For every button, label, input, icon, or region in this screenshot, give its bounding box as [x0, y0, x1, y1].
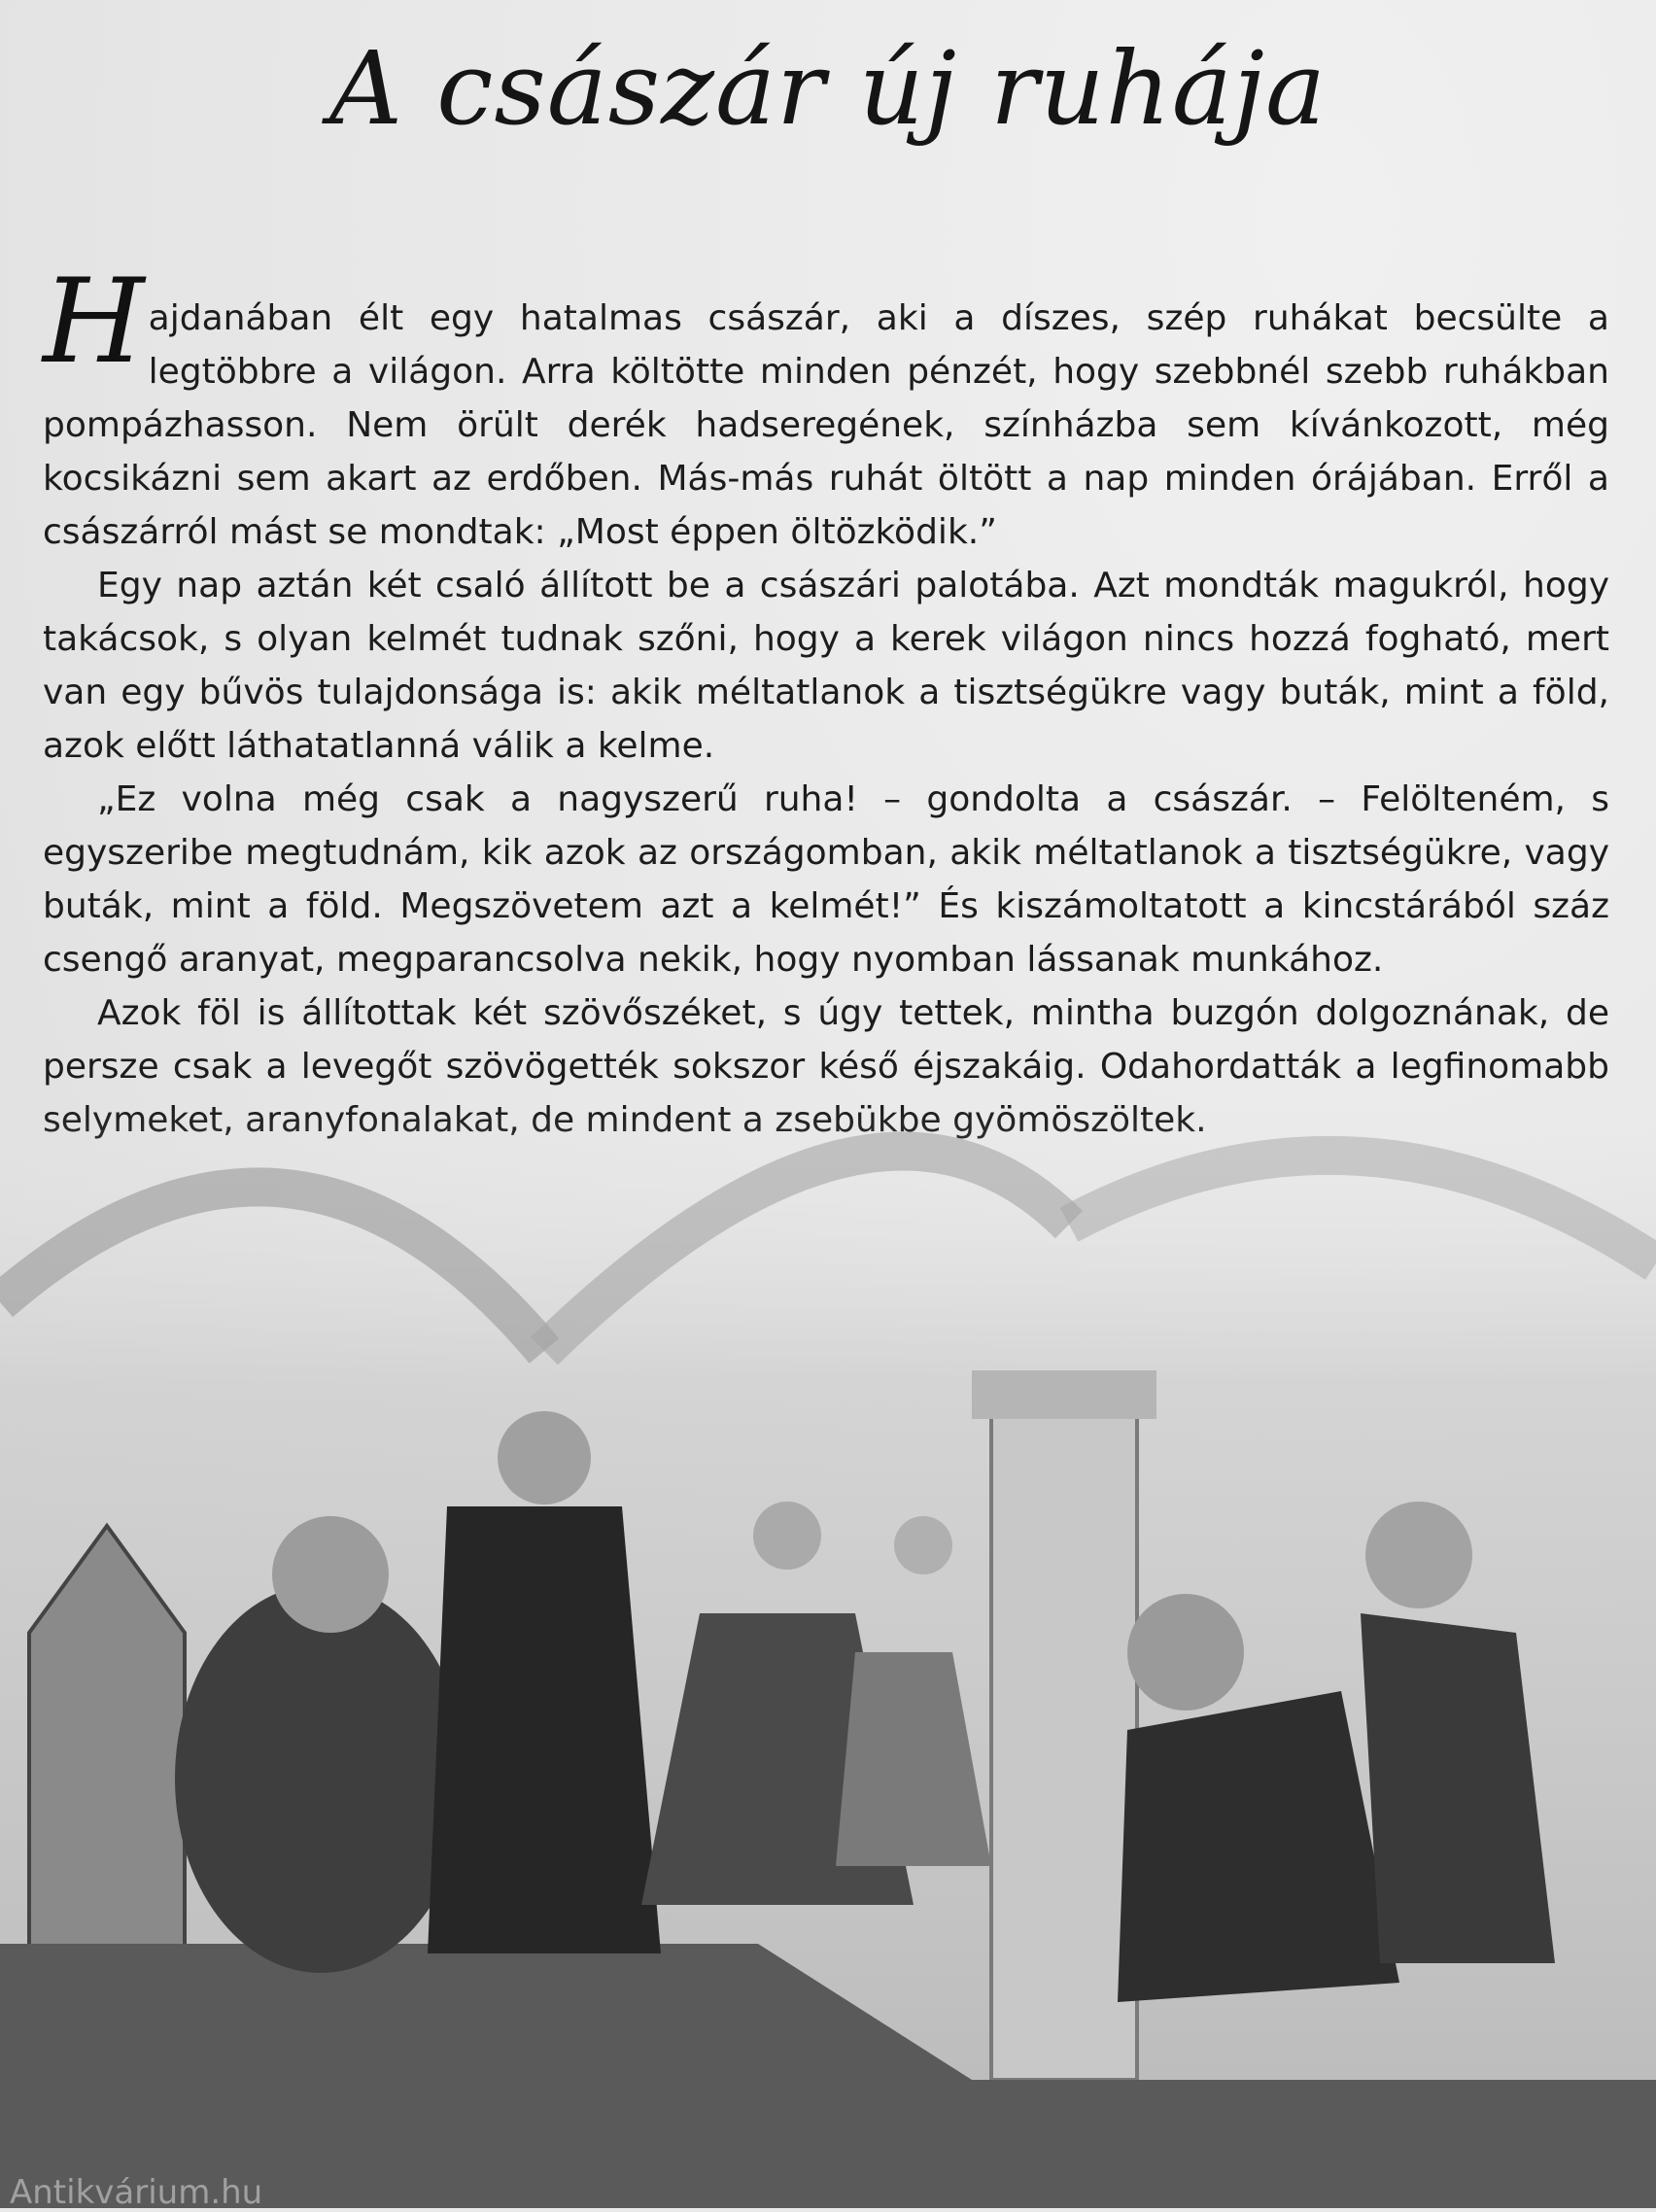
paragraph-2: Egy nap aztán két csaló állított be a császári palotába. Azt mondták magukról, hogy takácsok, s olyan kelmét tudnak szőni, hogy a kerek világon nincs hozzá fogható, mert van egy bűvös tulajdonsága is: akik méltatlanok a tisztségükre vagy buták, mint a föld, azok előtt láthatatlanná válik a kelme. [43, 566, 1609, 766]
paragraph-1 [43, 255, 1609, 559]
page-title: A császár új ruhája [329, 29, 1327, 148]
paragraph-1-text: ajdanában élt egy hatalmas császár, aki a díszes, szép ruhákat becsülte a legtöbbre a világon. Arra költötte minden pénzét, hogy szebbnél szebb ruhákban pompázhasson. Nem örült derék hadseregének, színházba sem kívánkozott, még kocsikázni sem akart az erdőben. Más-más ruhát öltött a nap minden órájában. Erről a császárról mást se mondtak: „Most éppen öltözködik.” [43, 298, 1609, 552]
paragraph-4: Azok föl is állítottak két szövőszéket, s úgy tettek, mintha buzgón dolgoznának, de persze csak a levegőt szövögették sokszor késő éjszakáig. Odahordatták a legfinomabb [43, 993, 1609, 1087]
paragraph-3: „Ez volna még csak a nagyszerű ruha! – gondolta a császár. – Felölteném, s egyszeribe megtudnám, kik azok az országomban, akik méltatlanok a tisztségükre, vagy buták, mint a föld. Megszövetem azt a kelmét!” És kiszámoltatott a kincstárából száz csengő aranyat, megparancsolva nekik, hogy nyomban lássanak munkához. [43, 779, 1609, 980]
watermark: Antikvárium.hu [10, 2173, 263, 2212]
illustration-throne-room [0, 1108, 1656, 2208]
story-text [43, 255, 1609, 1147]
drop-cap: H [43, 255, 145, 390]
